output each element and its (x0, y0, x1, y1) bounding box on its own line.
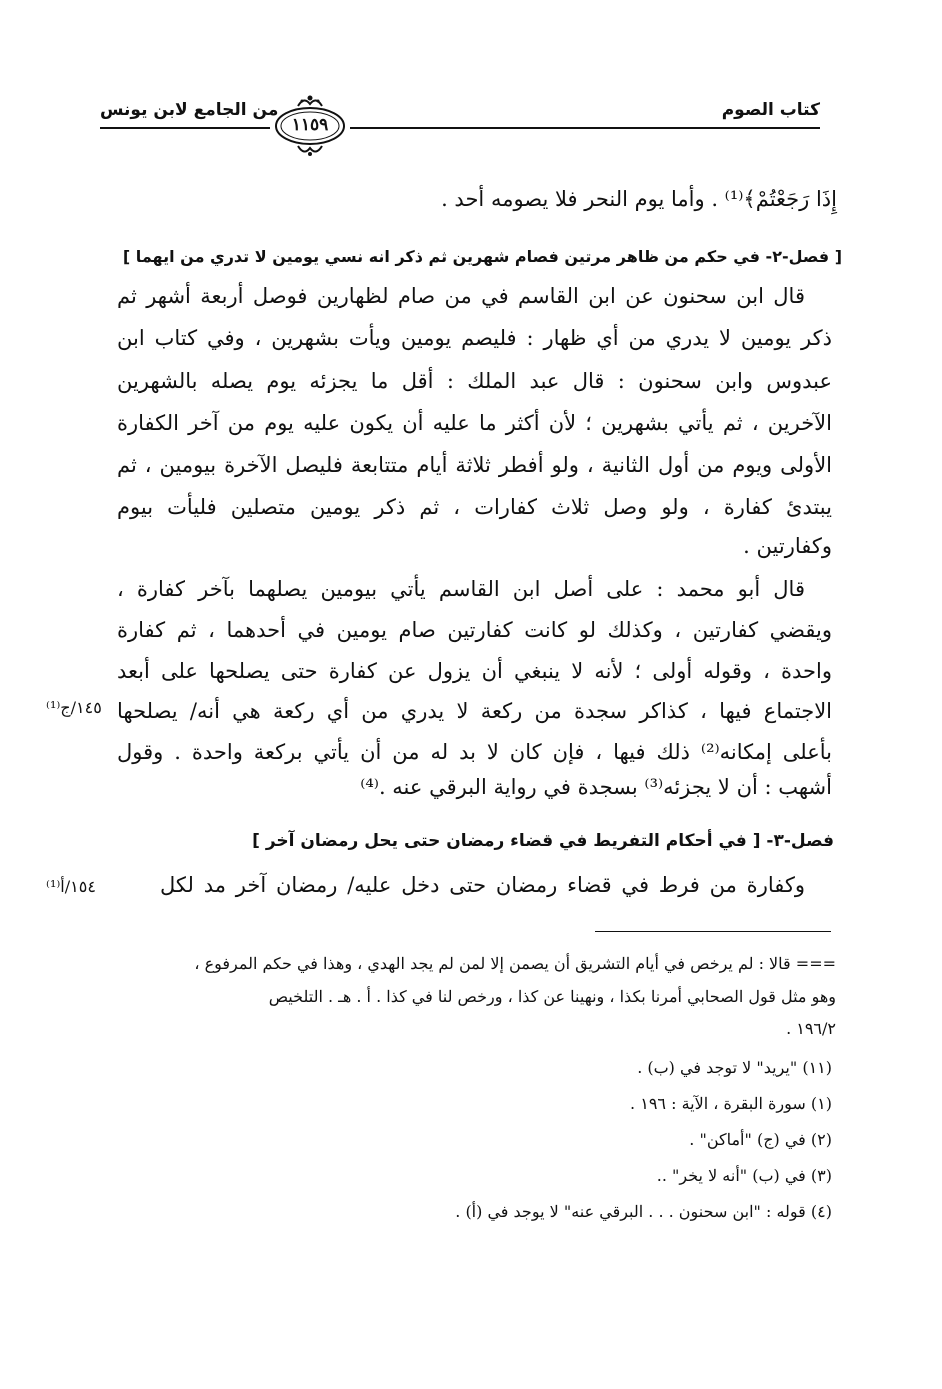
text-line: الاجتماع فيها ، كذاكر سجدة من ركعة لا يدري من أي ركعة هي أنه/ يصلحها (117, 699, 832, 723)
text-line: الأولى ويوم من أول الثانية ، ولو أفطر ثلاثة أيام متتابعة فليصل الآخرة بيومين ، ثم (117, 453, 832, 477)
footnote-line: === قالا : لم يرخص في أيام التشريق أن يصمن إلا لمن لم يجد الهدي ، وهذا في حكم المرفوع ، (194, 954, 836, 973)
margin-manuscript-ref: ١٥٤/أ⁽¹⁾ (46, 877, 96, 896)
text-line: عبدوس وابن سحنون : قال عبد الملك : أقل ما يجزئه يوم يصله بالشهرين (117, 369, 832, 393)
text-line: واحدة ، وقوله أولى ؛ لأنه لا ينبغي أن يزول عن كفارة حتى يصلحها على أبعد (117, 659, 832, 683)
text-line: وكفارة من فرط في قضاء رمضان حتى دخل عليه/ رمضان آخر مد لكل (160, 873, 805, 897)
footnote-item: (٢) في (ج) "أماكن" . (689, 1130, 832, 1149)
footnote-item: (٤) قوله : "ابن سحنون . . . البرقي عنه" لا يوجد في (أ) . (455, 1202, 832, 1221)
margin-manuscript-ref: ١٤٥/ج⁽¹⁾ (46, 698, 102, 717)
footnote-line: ١٩٦/٢ . (786, 1019, 836, 1038)
footnote-item: (١) سورة البقرة ، الآية : ١٩٦ . (630, 1094, 832, 1113)
text-line: قال أبو محمد : على أصل ابن القاسم يأتي بيومين يصلهما بآخر كفارة ، (117, 577, 805, 601)
text-line: بأعلى إمكانه⁽²⁾ ذلك فيها ، فإن كان لا بد له من أن يأتي بركعة واحدة . وقول (117, 740, 832, 764)
text-line: قال ابن سحنون عن ابن القاسم في من صام لظهارين فوصل أربعة أشهر ثم (117, 284, 805, 308)
footnote-line: وهو مثل قول الصحابي أمرنا بكذا ، ونهينا عن كذا ، ورخص لنا في كذا . أ . هـ . التلخيص (268, 987, 836, 1006)
text-line: الآخرين ، ثم يأتي بشهرين ؛ لأن أكثر ما عليه أن يكون عليه يوم من آخر الكفارة (117, 411, 832, 435)
footnote-item: (١١) "يريد" لا توجد في (ب) . (637, 1058, 832, 1077)
book-title: من الجامع لابن يونس (100, 100, 279, 120)
chapter-title: كتاب الصوم (721, 100, 820, 120)
text-line: ذكر يومين لا يدري من أي ظهار : فليصم يومين ويأت بشهرين ، وفي كتاب ابن (117, 326, 832, 350)
section-heading: [ فصل-٢- في حكم من ظاهر مرتين فصام شهرين ثم ذكر انه نسي يومين لا تدري من ايهما ] (122, 247, 842, 266)
section-heading: فصل-٣- [ في أحكام التفريط في قضاء رمضان حتى يحل رمضان آخر ] (252, 831, 834, 851)
text-line: أشهب : أن لا يجزئه⁽³⁾ بسجدة في رواية البرقي عنه .⁽⁴⁾ (360, 775, 832, 799)
header-rule (100, 127, 820, 129)
page-number: ١١٥٩ (291, 115, 329, 135)
text-line: وكفارتين . (743, 534, 832, 558)
text-line: يبتدئ كفارة ، ولو وصل ثلاث كفارات ، ثم ذكر يومين متصلين فليأت بيوم (117, 495, 832, 519)
running-header (100, 96, 820, 156)
text-line: ويقضي كفارتين ، وكذلك لو كانت كفارتين صام يومين في أحدهما ، ثم كفارة (117, 618, 832, 642)
text-line: إِذَا رَجَعْتُمْ﴾⁽¹⁾ . وأما يوم النحر فلا يصومه أحد . (441, 187, 837, 211)
footnote-separator (595, 931, 831, 932)
footnote-item: (٣) في (ب) "أنه لا يخر" .. (656, 1166, 832, 1185)
